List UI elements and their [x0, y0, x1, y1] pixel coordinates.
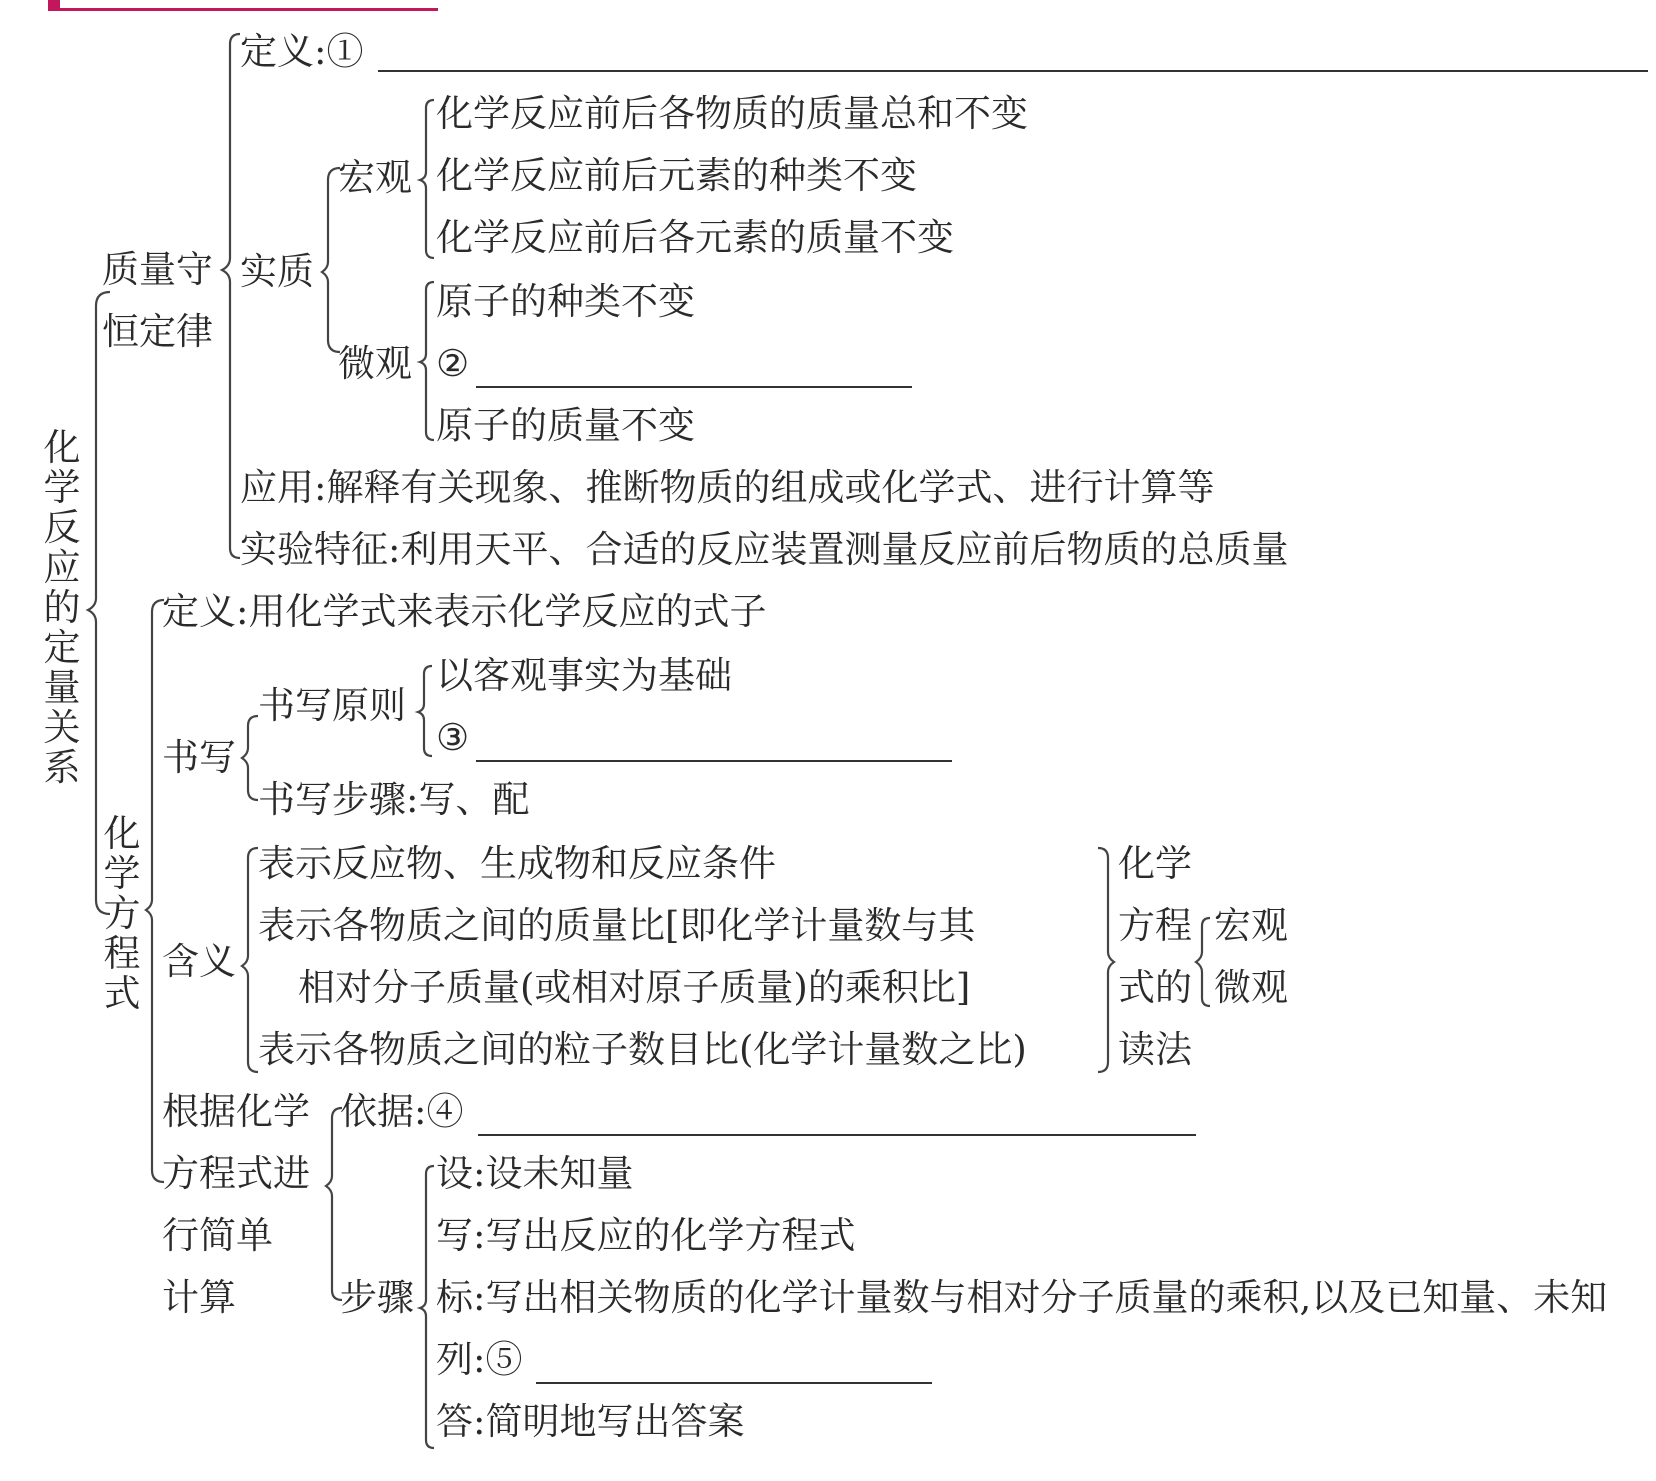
writing-label: 书写	[162, 736, 236, 779]
root-title-char: 系	[43, 746, 81, 789]
calc-step: 答:简明地写出答案	[436, 1400, 745, 1443]
calc-label-line: 行简单	[162, 1214, 273, 1257]
calc-step: 写:写出反应的化学方程式	[436, 1214, 856, 1257]
equation-definition: 定义:用化学式来表示化学反应的式子	[162, 590, 767, 633]
calc-step: 列:⑤	[436, 1338, 523, 1381]
conservation-brace	[222, 34, 240, 558]
micro-item: 原子的种类不变	[436, 280, 695, 323]
essence-label: 实质	[240, 250, 314, 293]
root-title-char: 量	[43, 666, 81, 709]
calc-basis: 依据:④	[340, 1090, 464, 1133]
conservation-experiment: 实验特征:利用天平、合适的反应装置测量反应前后物质的总质量	[240, 528, 1289, 571]
root-title-char: 应	[43, 546, 81, 589]
meaning-label: 含义	[162, 940, 236, 983]
calc-steps-brace	[420, 1166, 434, 1448]
conservation-definition: 定义:①	[240, 30, 364, 73]
meaning-item: 表示各物质之间的质量比[即化学计量数与其	[258, 904, 976, 947]
equation-title-char: 方	[103, 892, 141, 935]
root-title-char: 化	[43, 426, 81, 469]
blank-line-2[interactable]	[476, 386, 912, 388]
principle-item: ③	[436, 716, 470, 759]
micro-label: 微观	[338, 342, 412, 385]
blank-line-1[interactable]	[378, 70, 1648, 72]
macro-item: 化学反应前后各元素的质量不变	[436, 216, 954, 259]
writing-brace	[242, 716, 258, 800]
reading-label-line: 方程	[1118, 904, 1192, 947]
equation-title-char: 化	[103, 812, 141, 855]
meaning-item: 表示反应物、生成物和反应条件	[258, 842, 776, 885]
calc-brace	[326, 1108, 342, 1300]
micro-item: 原子的质量不变	[436, 404, 695, 447]
reading-label-line: 式的	[1118, 966, 1192, 1009]
blank-line-5[interactable]	[536, 1382, 932, 1384]
calc-label-line: 计算	[162, 1276, 236, 1319]
conservation-application: 应用:解释有关现象、推断物质的组成或化学式、进行计算等	[240, 466, 1215, 509]
principle-item: 以客观事实为基础	[436, 654, 732, 697]
equation-title-char: 程	[103, 932, 141, 975]
reading-label-line: 化学	[1118, 842, 1192, 885]
equation-title	[100, 814, 144, 1014]
reading-brace	[1098, 848, 1114, 1072]
macro-item: 化学反应前后元素的种类不变	[436, 154, 917, 197]
reading-sub-brace	[1196, 918, 1210, 1006]
principle-brace	[418, 666, 432, 756]
calc-label-line: 方程式进	[162, 1152, 310, 1195]
reading-item: 宏观	[1214, 904, 1288, 947]
root-title-char: 反	[43, 506, 81, 549]
equation-title-char: 学	[103, 852, 141, 895]
conservation-title-line2: 恒定律	[102, 310, 213, 353]
macro-item: 化学反应前后各物质的质量总和不变	[436, 92, 1028, 135]
macro-brace	[420, 100, 434, 258]
meaning-item: 表示各物质之间的粒子数目比(化学计量数之比)	[258, 1028, 1027, 1071]
root-title-char: 关	[43, 706, 81, 749]
calc-step: 标:写出相关物质的化学计量数与相对分子质量的乘积,以及已知量、未知	[436, 1276, 1608, 1319]
calc-step-clip	[436, 1276, 1656, 1320]
macro-label: 宏观	[338, 156, 412, 199]
conservation-title-line1: 质量守	[102, 248, 213, 291]
root-title-char: 定	[43, 626, 81, 669]
calc-step: 设:设未知量	[436, 1152, 634, 1195]
root-title-char: 学	[43, 466, 81, 509]
micro-brace	[420, 282, 434, 440]
micro-item: ②	[436, 342, 470, 385]
writing-steps: 书写步骤:写、配	[258, 778, 530, 821]
calc-label-line: 根据化学	[162, 1090, 310, 1133]
calc-steps-label: 步骤	[340, 1276, 414, 1319]
reading-item: 微观	[1214, 966, 1288, 1009]
root-title	[40, 428, 84, 788]
reading-label-line: 读法	[1118, 1028, 1192, 1071]
root-title-char: 的	[43, 586, 81, 629]
meaning-item: 相对分子质量(或相对原子质量)的乘积比]	[298, 966, 971, 1009]
blank-line-3[interactable]	[476, 760, 952, 762]
equation-title-char: 式	[103, 972, 141, 1015]
principle-label: 书写原则	[258, 684, 406, 727]
meaning-brace	[242, 848, 258, 1072]
blank-line-4[interactable]	[478, 1134, 1196, 1136]
